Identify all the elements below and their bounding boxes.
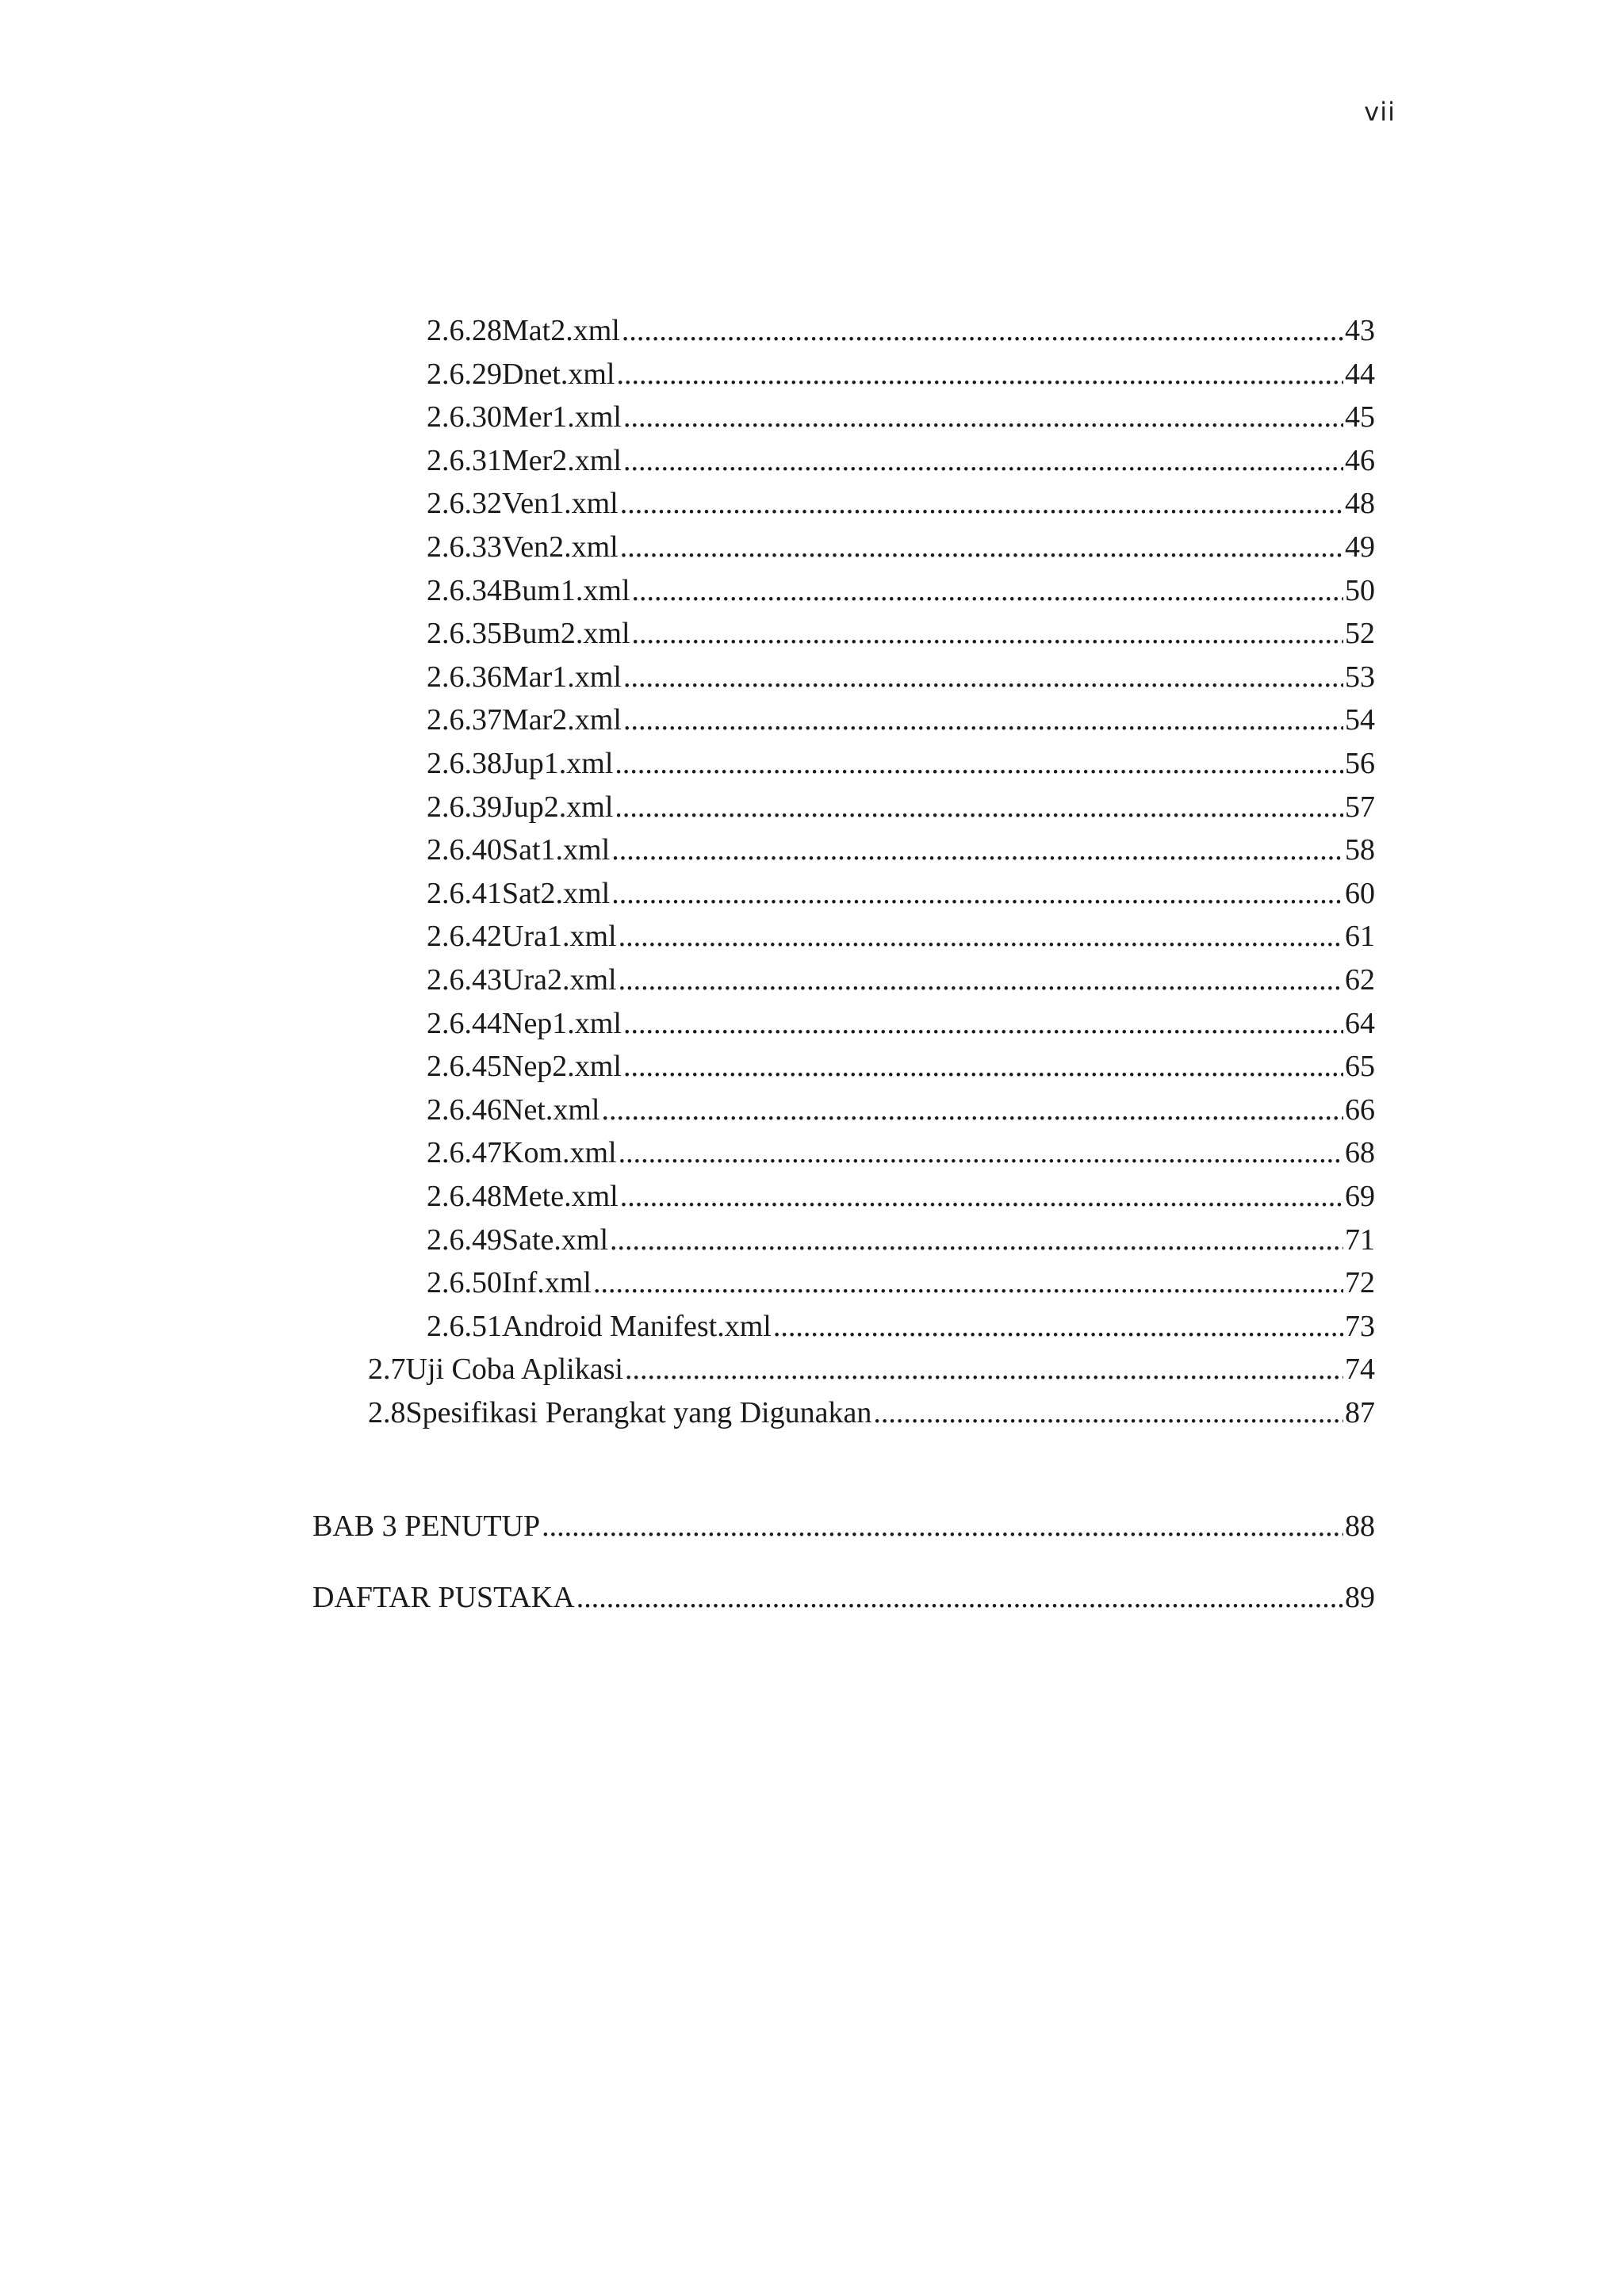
- toc-entry-page: 64: [1345, 1007, 1375, 1040]
- dot-leader: [773, 1305, 1343, 1348]
- toc-entry-number: 2.6.33: [427, 530, 502, 564]
- toc-entry-page: 74: [1345, 1353, 1375, 1386]
- toc-entry-page: 44: [1345, 358, 1375, 391]
- toc-entry-title: Sat2.xml: [502, 877, 611, 910]
- toc-entry-number: 2.6.48: [427, 1180, 502, 1213]
- toc-entry-title: Uji Coba Aplikasi: [405, 1353, 623, 1386]
- toc-entry-title: Net.xml: [502, 1093, 600, 1127]
- toc-entry-page: 50: [1345, 574, 1375, 607]
- toc-entry-page: 57: [1345, 790, 1375, 824]
- toc-entry[interactable]: [427, 872, 1375, 915]
- toc-entry-title: Nep1.xml: [502, 1007, 622, 1040]
- toc-entry-title: Inf.xml: [502, 1266, 592, 1299]
- toc-entry[interactable]: [427, 1175, 1375, 1218]
- toc-entry-number: 2.7: [368, 1353, 406, 1386]
- toc-entry[interactable]: [427, 656, 1375, 698]
- toc-entry-title: Jup2.xml: [502, 790, 614, 824]
- toc-chapter-entry[interactable]: [312, 1505, 1375, 1548]
- dot-leader: [873, 1391, 1343, 1434]
- toc-entry[interactable]: [427, 915, 1375, 958]
- dot-leader: [623, 1045, 1343, 1088]
- dot-leader: [622, 309, 1343, 352]
- toc-entry-title: Nep2.xml: [502, 1050, 622, 1083]
- toc-entry-page: 60: [1345, 877, 1375, 910]
- toc-entry-page: 46: [1345, 444, 1375, 477]
- toc-entry-number: 2.6.44: [427, 1007, 502, 1040]
- toc-entry[interactable]: [427, 353, 1375, 396]
- dot-leader: [615, 786, 1343, 828]
- toc-entry[interactable]: [427, 1089, 1375, 1131]
- dot-leader: [620, 482, 1343, 525]
- toc-entry-page: 72: [1345, 1266, 1375, 1299]
- dot-leader: [623, 656, 1343, 698]
- toc-entry-title: BAB 3 PENUTUP: [312, 1510, 541, 1543]
- toc-entry-title: Ven2.xml: [502, 530, 619, 564]
- dot-leader: [611, 872, 1343, 915]
- toc-entry-title: Mer1.xml: [502, 400, 622, 434]
- toc-entry-number: 2.6.29: [427, 358, 502, 391]
- toc-entry-number: 2.6.35: [427, 617, 502, 650]
- toc-entry-page: 43: [1345, 314, 1375, 347]
- dot-leader: [623, 396, 1343, 438]
- toc-entry-number: 2.8: [368, 1396, 406, 1429]
- toc-entry-title: Ura2.xml: [502, 963, 617, 997]
- toc-entry[interactable]: [427, 1305, 1375, 1348]
- toc-entry-page: 65: [1345, 1050, 1375, 1083]
- dot-leader: [620, 526, 1343, 568]
- dot-leader: [615, 742, 1343, 785]
- toc-entry-title: Bum1.xml: [502, 574, 630, 607]
- toc-entry[interactable]: [427, 786, 1375, 828]
- toc-entry-number: 2.6.30: [427, 400, 502, 434]
- toc-entry-title: Bum2.xml: [502, 617, 630, 650]
- dot-leader: [632, 569, 1343, 612]
- toc-entry-number: 2.6.49: [427, 1223, 502, 1257]
- toc-entry[interactable]: [427, 959, 1375, 1001]
- dot-leader: [542, 1505, 1343, 1548]
- toc-entry-title: Spesifikasi Perangkat yang Digunakan: [405, 1396, 872, 1429]
- dot-leader: [632, 612, 1343, 655]
- toc-entry-number: 2.6.50: [427, 1266, 502, 1299]
- toc-entry[interactable]: [427, 1045, 1375, 1088]
- dot-leader: [619, 1131, 1343, 1174]
- toc-entry-number: 2.6.28: [427, 314, 502, 347]
- dot-leader: [619, 959, 1343, 1001]
- toc-entry-number: 2.6.46: [427, 1093, 502, 1127]
- toc-entry-page: 73: [1345, 1310, 1375, 1343]
- dot-leader: [576, 1576, 1343, 1619]
- toc-entry-number: 2.6.31: [427, 444, 502, 477]
- toc-entry-number: 2.6.41: [427, 877, 502, 910]
- dot-leader: [620, 1175, 1343, 1218]
- toc-entry-page: 71: [1345, 1223, 1375, 1257]
- toc-entry-page: 66: [1345, 1093, 1375, 1127]
- toc-entry-title: Ura1.xml: [502, 920, 617, 953]
- page-number: vii: [1364, 97, 1396, 127]
- toc-entry[interactable]: [427, 309, 1375, 352]
- toc-entry[interactable]: [427, 1131, 1375, 1174]
- toc-entry-page: 89: [1345, 1581, 1375, 1614]
- toc-entry[interactable]: [427, 439, 1375, 482]
- toc-entry-number: 2.6.32: [427, 487, 502, 520]
- toc-entry-title: Mar2.xml: [502, 703, 622, 737]
- toc-entry[interactable]: [427, 828, 1375, 871]
- toc-entry-title: Mar1.xml: [502, 660, 622, 694]
- toc-entry-title: Ven1.xml: [502, 487, 619, 520]
- toc-entry-title: Mer2.xml: [502, 444, 622, 477]
- toc-entry-title: Dnet.xml: [502, 358, 615, 391]
- toc-entry-number: 2.6.51: [427, 1310, 502, 1343]
- toc-entry[interactable]: [427, 396, 1375, 438]
- toc-entry-page: 48: [1345, 487, 1375, 520]
- toc-entry-page: 62: [1345, 963, 1375, 997]
- dot-leader: [625, 1348, 1343, 1391]
- toc-entry[interactable]: [427, 482, 1375, 525]
- dot-leader: [601, 1089, 1343, 1131]
- toc-entry-number: 2.6.37: [427, 703, 502, 737]
- toc-entry-page: 68: [1345, 1136, 1375, 1169]
- toc-entry-number: 2.6.38: [427, 747, 502, 780]
- toc-entry-page: 69: [1345, 1180, 1375, 1213]
- toc-entry-title: Mat2.xml: [502, 314, 620, 347]
- toc-entry-number: 2.6.47: [427, 1136, 502, 1169]
- toc-entry-number: 2.6.45: [427, 1050, 502, 1083]
- toc-entry[interactable]: [427, 569, 1375, 612]
- toc-entry-number: 2.6.40: [427, 833, 502, 867]
- dot-leader: [623, 1002, 1343, 1045]
- toc-entry-title: Kom.xml: [502, 1136, 617, 1169]
- toc-entry[interactable]: [368, 1391, 1375, 1434]
- toc-entry-page: 45: [1345, 400, 1375, 434]
- toc-entry-page: 56: [1345, 747, 1375, 780]
- toc-entry-number: 2.6.34: [427, 574, 502, 607]
- toc-entry-number: 2.6.39: [427, 790, 502, 824]
- toc-entry[interactable]: [427, 698, 1375, 741]
- toc-entry[interactable]: [368, 1348, 1375, 1391]
- dot-leader: [616, 353, 1343, 396]
- toc-entry[interactable]: [427, 1261, 1375, 1304]
- toc-entry-number: 2.6.42: [427, 920, 502, 953]
- toc-entry-title: Jup1.xml: [502, 747, 614, 780]
- toc-entry-title: Sat1.xml: [502, 833, 611, 867]
- toc-entry-title: Mete.xml: [502, 1180, 619, 1213]
- toc-entry-number: 2.6.36: [427, 660, 502, 694]
- dot-leader: [611, 828, 1343, 871]
- toc-entry-title: DAFTAR PUSTAKA: [312, 1581, 575, 1614]
- toc-entry-page: 53: [1345, 660, 1375, 694]
- dot-leader: [610, 1219, 1343, 1261]
- toc-entry-title: Android Manifest.xml: [502, 1310, 772, 1343]
- toc-entry-page: 58: [1345, 833, 1375, 867]
- toc-entry-title: Sate.xml: [502, 1223, 609, 1257]
- toc-entry[interactable]: [427, 1002, 1375, 1045]
- dot-leader: [623, 439, 1343, 482]
- dot-leader: [619, 915, 1343, 958]
- toc-entry[interactable]: [427, 526, 1375, 568]
- dot-leader: [593, 1261, 1343, 1304]
- toc-entry-page: 88: [1345, 1510, 1375, 1543]
- toc-entry-page: 49: [1345, 530, 1375, 564]
- toc-entry-page: 54: [1345, 703, 1375, 737]
- toc-chapter-entry[interactable]: [312, 1576, 1375, 1619]
- toc-entry-number: 2.6.43: [427, 963, 502, 997]
- toc-entry[interactable]: [427, 1219, 1375, 1261]
- toc-entry-page: 61: [1345, 920, 1375, 953]
- toc-entry[interactable]: [427, 612, 1375, 655]
- toc-entry-page: 52: [1345, 617, 1375, 650]
- dot-leader: [623, 698, 1343, 741]
- toc-entry[interactable]: [427, 742, 1375, 785]
- toc-entry-page: 87: [1345, 1396, 1375, 1429]
